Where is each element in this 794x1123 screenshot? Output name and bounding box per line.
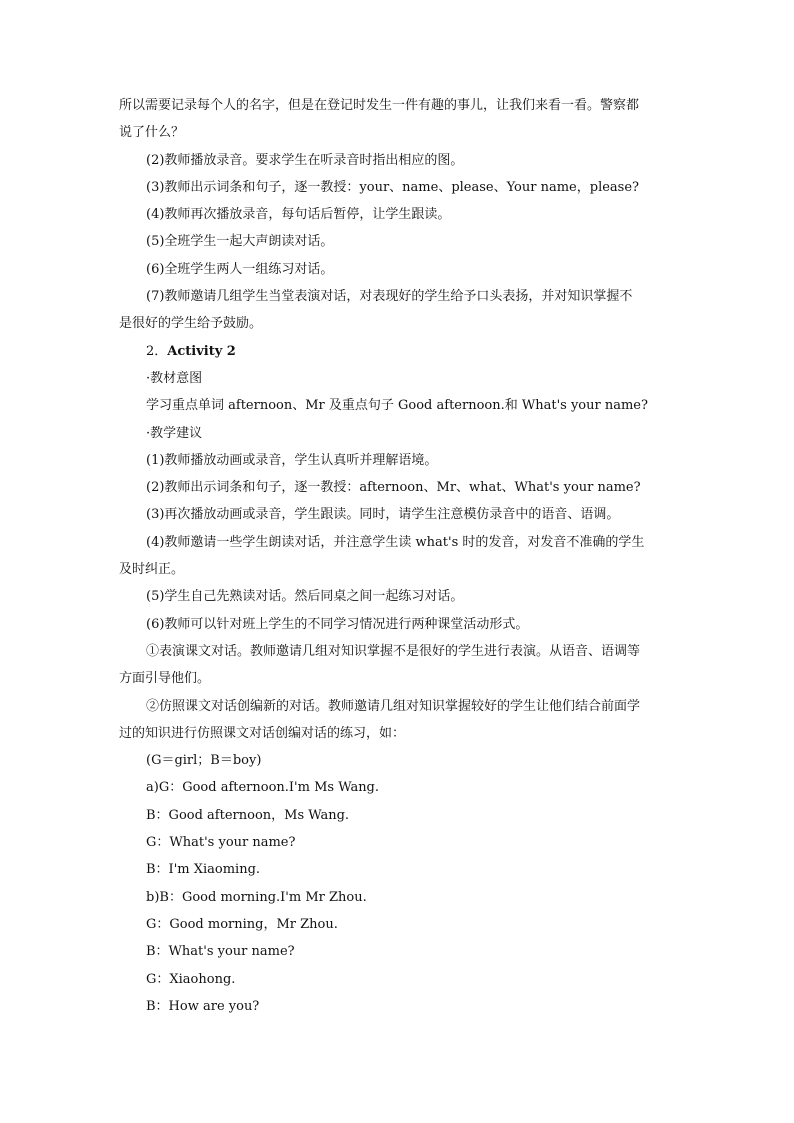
text-line: 学习重点单词 afternoon、Mr 及重点句子 Good afternoon.和 What's your name? bbox=[146, 398, 648, 414]
dialogue-line: B：How are you? bbox=[146, 998, 260, 1014]
text-line: 所以需要记录每个人的名字，但是在登记时发生一件有趣的事儿，让我们来看一看。警察都 bbox=[119, 98, 640, 113]
text-line: (1)教师播放动画或录音，学生认真听并理解语境。 bbox=[146, 452, 438, 468]
text-line: (2)教师播放录音。要求学生在听录音时指出相应的图。 bbox=[146, 152, 464, 168]
dialogue-line: B：What's your name? bbox=[146, 944, 295, 960]
text-line: ②仿照课文对话创编新的对话。教师邀请几组对知识掌握较好的学生让他们结合前面学 bbox=[146, 698, 641, 714]
text-line: (4)教师再次播放录音，每句话后暂停，让学生跟读。 bbox=[146, 207, 451, 223]
dialogue-line: B：Good afternoon，Ms Wang. bbox=[146, 807, 350, 823]
dialogue-line: G：Xiaohong. bbox=[146, 971, 236, 987]
text-line: 说了什么？ bbox=[119, 125, 185, 141]
text-line: (5)学生自己先熟读对话。然后同桌之间一起练习对话。 bbox=[146, 589, 464, 605]
text-line: (3)教师出示词条和句子，逐一教授：your、name、please、Your name，please? bbox=[146, 179, 640, 195]
text-line: (3)再次播放动画或录音，学生跟读。同时，请学生注意模仿录音中的语音、语调。 bbox=[146, 507, 620, 523]
text-line: (6)全班学生两人一组练习对话。 bbox=[146, 261, 334, 277]
section-number: 2． bbox=[146, 343, 168, 359]
text-line: 及时纠正。 bbox=[119, 562, 185, 578]
text-line: (5)全班学生一起大声朗读对话。 bbox=[146, 234, 334, 250]
text-line: 是很好的学生给予鼓励。 bbox=[119, 316, 263, 332]
text-line: (4)教师邀请一些学生朗读对话，并注意学生读 what's 时的发音，对发音不准确的学生 bbox=[146, 534, 645, 550]
document-page bbox=[119, 92, 679, 1020]
section-heading bbox=[119, 338, 679, 365]
dialogue-line: a)G：Good afternoon.I'm Ms Wang. bbox=[146, 780, 380, 796]
text-line: 过的知识进行仿照课文对话创编对话的练习，如： bbox=[119, 725, 406, 741]
text-line: (7)教师邀请几组学生当堂表演对话，对表现好的学生给予口头表扬，并对知识掌握不 bbox=[146, 289, 633, 305]
dialogue-line: b)B：Good morning.I'm Mr Zhou. bbox=[146, 889, 367, 905]
text-line: ①表演课文对话。教师邀请几组对知识掌握不是很好的学生进行表演。从语音、语调等 bbox=[146, 643, 641, 659]
text-line: (6)教师可以针对班上学生的不同学习情况进行两种课堂活动形式。 bbox=[146, 616, 529, 632]
text-line: ·教材意图 bbox=[146, 370, 203, 386]
text-line: ·教学建议 bbox=[146, 425, 203, 441]
text-line: (2)教师出示词条和句子，逐一教授：afternoon、Mr、what、What's your name? bbox=[146, 480, 641, 496]
dialogue-line: G：Good morning，Mr Zhou. bbox=[146, 916, 338, 932]
section-title: Activity 2 bbox=[167, 343, 236, 359]
text-line: (G＝girl；B＝boy) bbox=[146, 753, 262, 769]
dialogue-line: B：I'm Xiaoming. bbox=[146, 862, 261, 878]
dialogue-line: G：What's your name? bbox=[146, 835, 296, 851]
text-line: 方面引导他们。 bbox=[119, 671, 211, 687]
